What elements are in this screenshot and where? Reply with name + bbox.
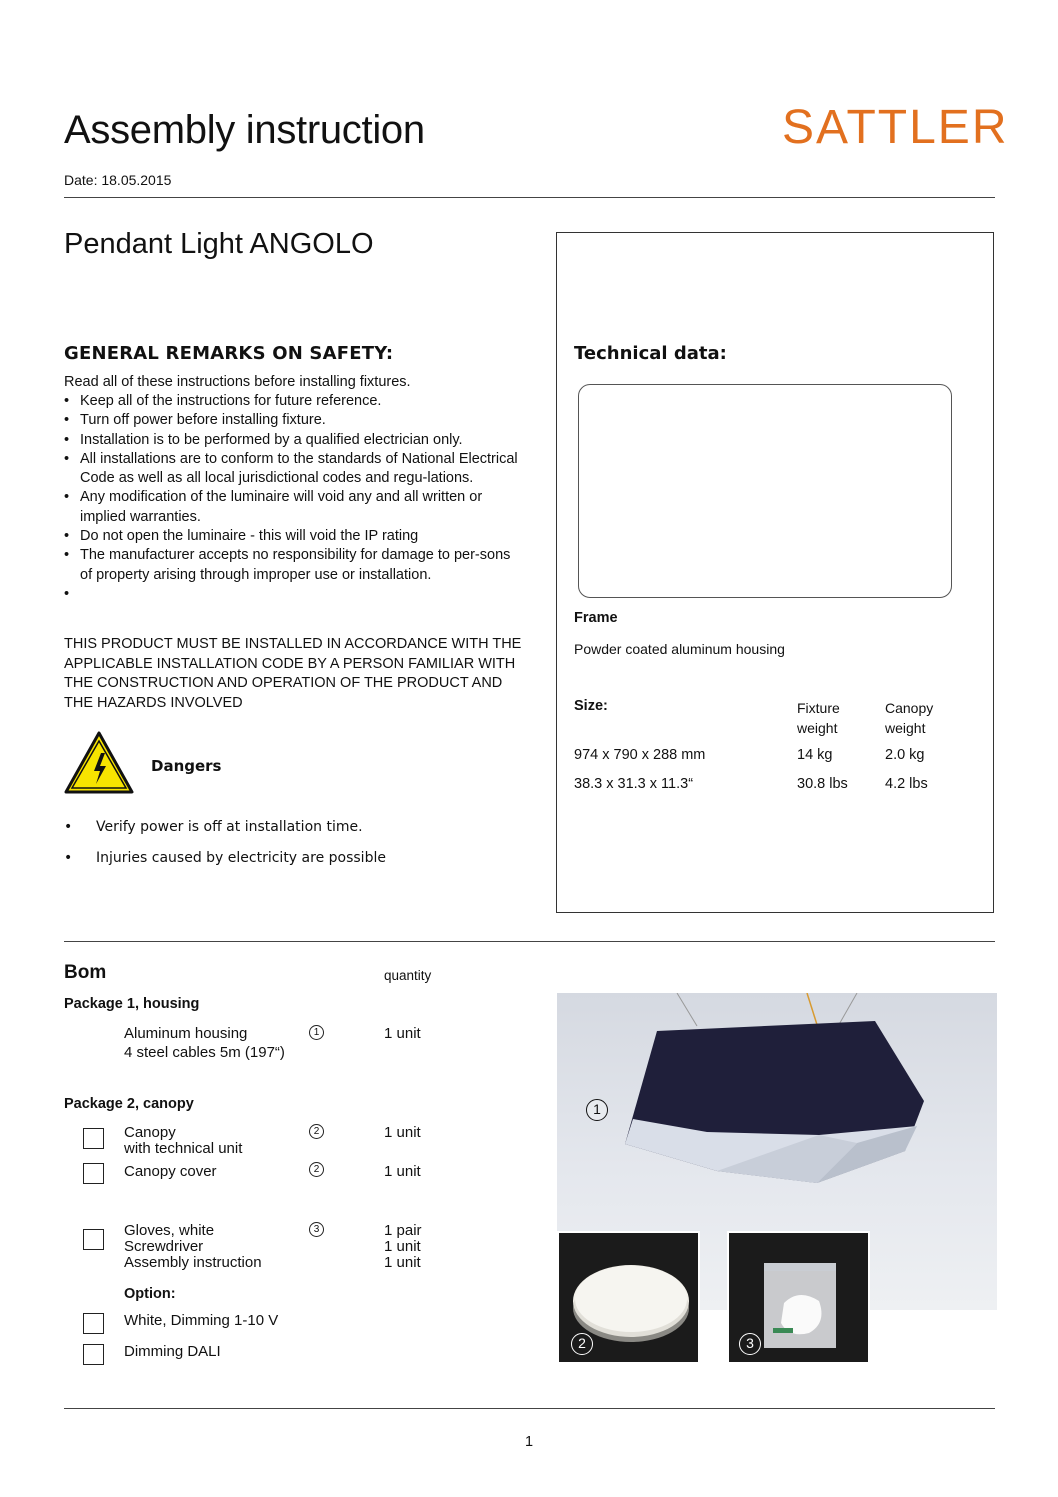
canopy-cover-qty: 1 unit [384, 1163, 421, 1180]
safety-heading: GENERAL REMARKS ON SAFETY: [64, 343, 394, 364]
safety-intro: Read all of these instructions before installing fixtures. [64, 374, 411, 390]
option-dimming-checkbox[interactable] [83, 1313, 104, 1334]
frame-value: Powder coated aluminum housing [574, 641, 785, 657]
package1-items: Aluminum housing 4 steel cables 5m (197“) [124, 1025, 285, 1061]
safety-bullet: • Installation is to be performed by a qualified electrician only. [64, 431, 524, 450]
ref-number-1: 1 [309, 1025, 324, 1040]
product-name: Pendant Light ANGOLO [64, 228, 374, 260]
photo-ref-3: 3 [739, 1333, 761, 1355]
safety-bullet: • Any modification of the luminaire will void any and all written or implied warranties. [64, 488, 524, 527]
safety-bullet [64, 585, 524, 604]
package1-qty: 1 unit [384, 1025, 421, 1042]
fixture-weight-header: Fixture weight [797, 700, 840, 736]
option-dali-checkbox[interactable] [83, 1344, 104, 1365]
safety-bullet: • Keep all of the instructions for future reference. [64, 392, 524, 411]
installation-notice: THIS PRODUCT MUST BE INSTALLED IN ACCORDANCE WITH THE APPLICABLE INSTALLATION CODE BY A PERSON FAMILIAR WITH THE CONSTRUCTION AND OPERATION OF THE PRODUCT AND THE HAZARDS INVOLVED [64, 636, 522, 711]
danger-item: • Verify power is off at installation time. [64, 819, 363, 835]
photo-ref-2: 2 [571, 1333, 593, 1355]
frame-label: Frame [574, 610, 618, 626]
canopy-photo [557, 1231, 700, 1364]
safety-bullet-list [64, 392, 524, 604]
header-divider [64, 197, 995, 198]
photo-ref-1: 1 [586, 1099, 608, 1121]
quantity-heading: quantity [384, 968, 432, 983]
accessory-kit-photo [727, 1231, 870, 1364]
package2-title: Package 2, canopy [64, 1096, 194, 1112]
canopy-checkbox[interactable] [83, 1128, 104, 1149]
page-number: 1 [524, 1434, 534, 1450]
fixture-weight-imperial: 30.8 lbs [797, 776, 848, 792]
option-dimming-dali: Dimming DALI [124, 1343, 221, 1360]
section-divider [64, 941, 995, 942]
option-dimming-1-10v: White, Dimming 1-10 V [124, 1312, 279, 1329]
brand-logo: SATTLER [782, 101, 1009, 154]
technical-heading: Technical data: [574, 343, 727, 364]
document-title: Assembly instruction [64, 108, 425, 152]
canopy-cover-checkbox[interactable] [83, 1163, 104, 1184]
size-metric: 974 x 790 x 288 mm [574, 747, 706, 763]
option-heading: Option: [124, 1286, 176, 1302]
safety-bullet: • The manufacturer accepts no responsibility for damage to per-sons of property arising through improper use or installation. [64, 546, 524, 585]
electric-hazard-icon [64, 731, 134, 795]
safety-bullet: • Do not open the luminaire - this will void the IP rating [64, 527, 524, 546]
canopy-qty: 1 unit [384, 1124, 421, 1141]
canopy-weight-header: Canopy weight [885, 700, 934, 736]
bom-heading: Bom [64, 962, 107, 983]
ref-number-3: 3 [309, 1222, 324, 1237]
canopy-item: Canopy with technical unit [124, 1124, 243, 1157]
kit-qty: 1 pair 1 unit 1 unit [384, 1222, 422, 1271]
dangers-heading: Dangers [151, 757, 222, 775]
size-label: Size: [574, 698, 608, 714]
kit-checkbox[interactable] [83, 1229, 104, 1250]
canopy-cover-item: Canopy cover [124, 1163, 217, 1180]
fixture-weight-metric: 14 kg [797, 747, 833, 763]
document-date: Date: 18.05.2015 [64, 172, 172, 188]
ref-number-2: 2 [309, 1162, 324, 1177]
size-imperial: 38.3 x 31.3 x 11.3“ [574, 776, 694, 792]
kit-items: Gloves, white Screwdriver Assembly instruction [124, 1222, 262, 1271]
footer-divider [64, 1408, 995, 1409]
danger-item: • Injuries caused by electricity are possible [64, 850, 386, 866]
package1-title: Package 1, housing [64, 996, 200, 1012]
technical-drawing-placeholder [578, 384, 952, 598]
canopy-weight-imperial: 4.2 lbs [885, 776, 928, 792]
canopy-weight-metric: 2.0 kg [885, 747, 925, 763]
ref-number-2: 2 [309, 1124, 324, 1139]
safety-bullet: • Turn off power before installing fixture. [64, 411, 524, 430]
safety-bullet: • All installations are to conform to the standards of National Electrical Code as well as all local jurisdictional codes and regu-lations. [64, 450, 524, 489]
